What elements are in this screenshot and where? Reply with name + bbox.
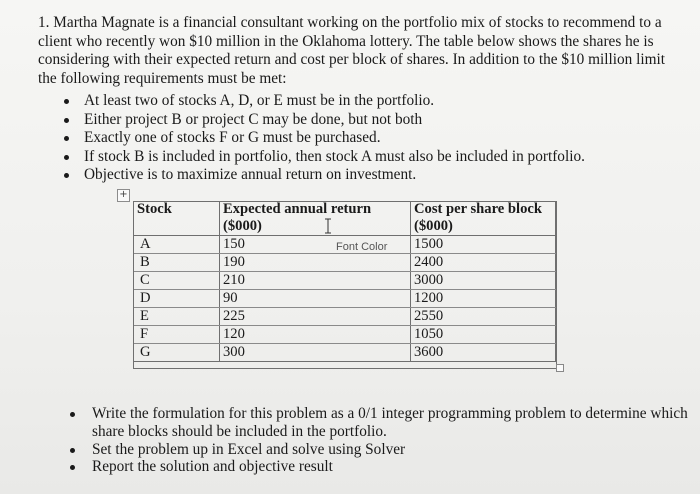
cell-stock[interactable]: A bbox=[134, 235, 220, 253]
requirement-item: Either project B or project C may be done, but not both bbox=[62, 111, 682, 130]
cell-cost[interactable]: 1200 bbox=[411, 289, 556, 307]
cell-return[interactable]: 190 bbox=[220, 253, 411, 271]
cell-stock[interactable]: C bbox=[134, 271, 220, 289]
table-row bbox=[134, 271, 556, 289]
problem-line-3: considering with their expected return and cost per block of shares. In addition to the $10 million limit bbox=[38, 51, 666, 68]
header-expected-return[interactable]: Expected annual return ($000) bbox=[220, 201, 411, 235]
requirement-item: Exactly one of stocks F or G must be purchased. bbox=[62, 129, 682, 148]
header-stock[interactable]: Stock bbox=[134, 201, 220, 235]
cell-return[interactable]: 300 bbox=[220, 343, 411, 361]
font-color-tooltip: Font Color bbox=[336, 241, 388, 253]
table-row bbox=[134, 343, 556, 361]
requirements-list bbox=[62, 92, 682, 185]
table-row bbox=[134, 253, 556, 271]
stock-table[interactable] bbox=[133, 201, 556, 362]
requirement-item: At least two of stocks A, D, or E must be in the portfolio. bbox=[62, 92, 682, 111]
tasks-list bbox=[70, 405, 690, 476]
cell-cost[interactable]: 1050 bbox=[411, 325, 556, 343]
problem-statement bbox=[38, 14, 678, 88]
cell-stock[interactable]: B bbox=[134, 253, 220, 271]
cell-return[interactable]: 90 bbox=[220, 289, 411, 307]
cell-stock[interactable]: D bbox=[134, 289, 220, 307]
cell-return[interactable]: 150 bbox=[220, 235, 411, 253]
problem-line-4: the following requirements must be met: bbox=[38, 69, 287, 87]
cell-stock[interactable]: F bbox=[134, 325, 220, 343]
task-item: Write the formulation for this problem as a 0/1 integer programming problem to determine which share blocks should be included in the portfolio. bbox=[70, 405, 690, 441]
cell-cost[interactable]: 2400 bbox=[411, 253, 556, 271]
table-row bbox=[134, 325, 556, 343]
table-row bbox=[134, 307, 556, 325]
table-row bbox=[134, 289, 556, 307]
cell-cost[interactable]: 1500 bbox=[411, 235, 556, 253]
cell-stock[interactable]: G bbox=[134, 343, 220, 361]
header-cost[interactable]: Cost per share block ($000) bbox=[411, 201, 556, 235]
cell-cost[interactable]: 3600 bbox=[411, 343, 556, 361]
cell-cost[interactable]: 3000 bbox=[411, 271, 556, 289]
cell-stock[interactable]: E bbox=[134, 307, 220, 325]
move-handle-icon[interactable]: + bbox=[117, 189, 130, 202]
requirement-item: If stock B is included in portfolio, then stock A must also be included in portfolio. bbox=[62, 148, 682, 167]
problem-line-1: 1. Martha Magnate is a financial consultant working on the portfolio mix of stocks to recommend to a bbox=[38, 14, 662, 31]
task-item: Set the problem up in Excel and solve using Solver bbox=[70, 441, 690, 459]
problem-line-2: client who recently won $10 million in the Oklahoma lottery. The table below shows the shares he is bbox=[38, 32, 654, 50]
text-cursor-icon bbox=[323, 218, 333, 234]
cell-return[interactable]: 210 bbox=[220, 271, 411, 289]
cell-cost[interactable]: 2550 bbox=[411, 307, 556, 325]
requirement-item: Objective is to maximize annual return on investment. bbox=[62, 166, 682, 185]
resize-handle-icon[interactable] bbox=[556, 364, 564, 372]
cell-return[interactable]: 225 bbox=[220, 307, 411, 325]
task-item: Report the solution and objective result bbox=[70, 458, 690, 476]
cell-return[interactable]: 120 bbox=[220, 325, 411, 343]
